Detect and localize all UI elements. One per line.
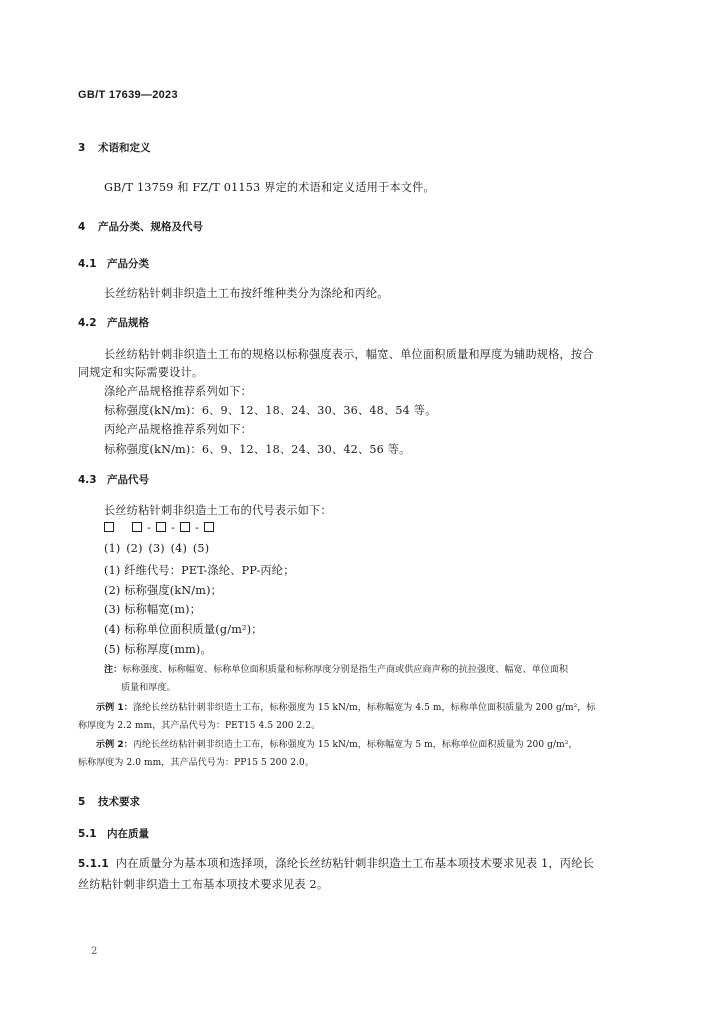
section-5-1-1-line-2: 丝纺粘针刺非织造土工布基本项技术要求见表 2。 [78, 878, 329, 891]
example-1-label: 示例 1： [96, 703, 133, 713]
code-item-4: (4) 标称单位面积质量(g/m²)； [104, 623, 263, 636]
product-code-template [104, 521, 214, 534]
section-3-heading [78, 140, 151, 155]
section-number: 5.1.1 [78, 858, 109, 870]
section-number: 4.3 [78, 474, 97, 486]
section-number: 3 [78, 142, 86, 154]
section-5-1-1-text: 内在质量分为基本项和选择项，涤纶长丝纺粘针刺非织造土工布基本项技术要求见表 1，丙纶长 [116, 857, 594, 870]
section-title: 产品分类 [107, 258, 149, 270]
section-title: 术语和定义 [98, 142, 151, 154]
code-item-2: (2) 标称强度(kN/m)； [104, 584, 223, 597]
note-label: 注： [104, 665, 123, 675]
code-item-3: (3) 标称幅宽(m)； [104, 603, 202, 616]
section-title: 产品代号 [107, 474, 149, 486]
example-1-line-2: 称厚度为 2.2 mm，其产品代号为：PET15 4.5 200 2.2。 [78, 721, 321, 731]
section-number: 5.1 [78, 828, 97, 840]
example-2-text: 丙纶长丝纺粘针刺非织造土工布，标称强度为 15 kN/m，标称幅宽为 5 m，标称单位面积质量为 200 g/m²， [132, 740, 578, 750]
section-number: 5 [78, 796, 86, 808]
section-title: 产品规格 [107, 317, 149, 329]
code-box-width [156, 522, 166, 532]
section-3-paragraph: GB/T 13759 和 FZ/T 01153 界定的术语和定义适用于本文件。 [104, 181, 435, 194]
code-box-fiber [104, 522, 114, 532]
page-number: 2 [91, 946, 98, 957]
section-5-heading [78, 794, 140, 809]
section-4-heading [78, 219, 203, 234]
section-4-2-heading [78, 315, 149, 330]
code-dash: - [171, 521, 175, 534]
section-5-1-1-line-1 [78, 855, 594, 871]
pet-spec-list: 标称强度(kN/m)：6、9、12、18、24、30、36、48、54 等。 [104, 404, 437, 417]
example-2-line-1 [96, 737, 578, 750]
note-line-1 [104, 662, 568, 675]
code-intro: 长丝纺粘针刺非织造土工布的代号表示如下： [104, 504, 332, 517]
section-5-1-heading [78, 826, 149, 841]
note-line-2: 质量和厚度。 [121, 683, 176, 693]
example-2-label: 示例 2： [96, 740, 133, 750]
code-dash: - [195, 521, 199, 534]
pet-spec-intro: 涤纶产品规格推荐系列如下： [104, 385, 253, 398]
example-2-line-2: 标称厚度为 2.0 mm，其产品代号为：PP15 5 200 2.0。 [78, 758, 314, 768]
example-1-line-1 [96, 700, 595, 713]
section-4-3-heading [78, 472, 149, 487]
code-box-strength [132, 522, 142, 532]
code-box-thickness [204, 522, 214, 532]
section-4-2-paragraph-line-1: 长丝纺粘针刺非织造土工布的规格以标称强度表示，幅宽、单位面积质量和厚度为辅助规格，按合 [104, 348, 594, 361]
code-position-numbers: (1) (2) (3) (4) (5) [104, 542, 210, 555]
section-number: 4.2 [78, 317, 97, 329]
section-title: 技术要求 [98, 796, 140, 808]
code-item-1: (1) 纤维代号：PET-涤纶、PP-丙纶； [104, 564, 295, 577]
standard-code-header: GB/T 17639—2023 [78, 89, 178, 101]
pp-spec-intro: 丙纶产品规格推荐系列如下： [104, 423, 253, 436]
code-dash: - [147, 521, 151, 534]
section-4-1-heading [78, 256, 149, 271]
section-number: 4.1 [78, 258, 97, 270]
code-item-5: (5) 标称厚度(mm)。 [104, 643, 212, 656]
section-title: 内在质量 [107, 828, 149, 840]
section-title: 产品分类、规格及代号 [98, 221, 203, 233]
pp-spec-list: 标称强度(kN/m)：6、9、12、18、24、30、42、56 等。 [104, 443, 411, 456]
section-number: 4 [78, 221, 86, 233]
note-text: 标称强度、标称幅宽、标称单位面积质量和标称厚度分别是指生产商或供应商声称的抗拉强度、幅宽、单位面积 [122, 665, 569, 675]
code-box-mass [180, 522, 190, 532]
section-4-1-paragraph: 长丝纺粘针刺非织造土工布按纤维种类分为涤纶和丙纶。 [104, 287, 389, 300]
example-1-text: 涤纶长丝纺粘针刺非织造土工布，标称强度为 15 kN/m，标称幅宽为 4.5 m，标称单位面积质量为 200 g/m²，标 [132, 703, 596, 713]
section-4-2-paragraph-line-2: 同规定和实际需要设计。 [78, 366, 204, 379]
